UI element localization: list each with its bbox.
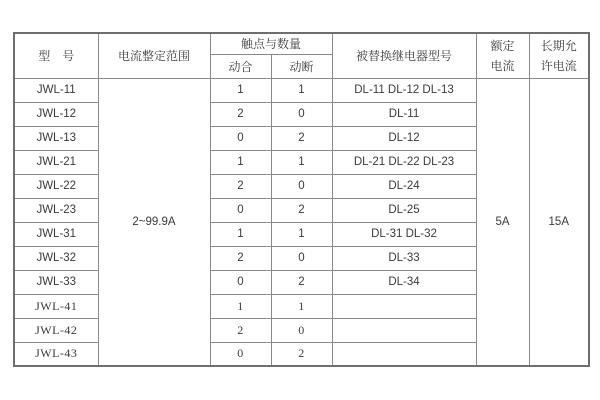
replaced-relay-cell: DL-11 xyxy=(332,102,476,126)
no-contact-cell: 2 xyxy=(210,174,271,198)
table-body xyxy=(14,78,589,366)
nc-contact-cell: 1 xyxy=(271,294,332,318)
model-cell: JWL-23 xyxy=(14,198,98,222)
header-contacts-group: 触点与数量 xyxy=(210,33,332,54)
nc-contact-cell: 0 xyxy=(271,246,332,270)
no-contact-cell: 1 xyxy=(210,222,271,246)
header-row-top xyxy=(14,33,589,54)
model-cell: JWL-32 xyxy=(14,246,98,270)
rated-current-cell: 5A xyxy=(476,78,529,366)
table-row xyxy=(14,78,589,102)
model-cell: JWL-13 xyxy=(14,126,98,150)
nc-contact-cell: 2 xyxy=(271,198,332,222)
no-contact-cell: 2 xyxy=(210,102,271,126)
model-cell: JWL-22 xyxy=(14,174,98,198)
nc-contact-cell: 1 xyxy=(271,78,332,102)
model-cell: JWL-21 xyxy=(14,150,98,174)
model-cell: JWL-43 xyxy=(14,342,98,366)
replaced-relay-cell xyxy=(332,342,476,366)
replaced-relay-cell: DL-33 xyxy=(332,246,476,270)
header-model: 型 号 xyxy=(14,33,98,78)
nc-contact-cell: 0 xyxy=(271,174,332,198)
header-long-term-current-line2: 许电流 xyxy=(540,58,577,73)
no-contact-cell: 2 xyxy=(210,246,271,270)
model-cell: JWL-41 xyxy=(14,294,98,318)
replaced-relay-cell: DL-21 DL-22 DL-23 xyxy=(332,150,476,174)
header-rated-current xyxy=(476,33,529,78)
header-normally-open: 动合 xyxy=(210,54,271,78)
header-rated-current-line1: 额定 xyxy=(490,38,515,53)
header-rated-current-line2: 电流 xyxy=(490,58,515,73)
replaced-relay-cell: DL-25 xyxy=(332,198,476,222)
nc-contact-cell: 1 xyxy=(271,150,332,174)
header-long-term-current xyxy=(529,33,589,78)
replaced-relay-cell: DL-24 xyxy=(332,174,476,198)
header-long-term-current-line1: 长期允 xyxy=(540,38,577,53)
model-cell: JWL-12 xyxy=(14,102,98,126)
header-replaced-relay-model: 被替换继电器型号 xyxy=(332,33,476,78)
model-cell: JWL-31 xyxy=(14,222,98,246)
nc-contact-cell: 2 xyxy=(271,126,332,150)
nc-contact-cell: 0 xyxy=(271,318,332,342)
model-cell: JWL-42 xyxy=(14,318,98,342)
no-contact-cell: 0 xyxy=(210,198,271,222)
no-contact-cell: 1 xyxy=(210,294,271,318)
model-cell: JWL-11 xyxy=(14,78,98,102)
no-contact-cell: 1 xyxy=(210,78,271,102)
nc-contact-cell: 1 xyxy=(271,222,332,246)
replaced-relay-cell: DL-31 DL-32 xyxy=(332,222,476,246)
replaced-relay-cell xyxy=(332,318,476,342)
no-contact-cell: 1 xyxy=(210,150,271,174)
spec-table-container xyxy=(13,32,590,367)
current-range-cell: 2~99.9A xyxy=(98,78,210,366)
nc-contact-cell: 2 xyxy=(271,342,332,366)
replaced-relay-cell xyxy=(332,294,476,318)
relay-spec-table xyxy=(13,32,590,367)
nc-contact-cell: 2 xyxy=(271,270,332,294)
header-normally-closed: 动断 xyxy=(271,54,332,78)
model-cell: JWL-33 xyxy=(14,270,98,294)
replaced-relay-cell: DL-11 DL-12 DL-13 xyxy=(332,78,476,102)
long-term-current-cell: 15A xyxy=(529,78,589,366)
no-contact-cell: 2 xyxy=(210,318,271,342)
no-contact-cell: 0 xyxy=(210,342,271,366)
no-contact-cell: 0 xyxy=(210,270,271,294)
replaced-relay-cell: DL-34 xyxy=(332,270,476,294)
no-contact-cell: 0 xyxy=(210,126,271,150)
header-current-setting-range: 电流整定范围 xyxy=(98,33,210,78)
nc-contact-cell: 0 xyxy=(271,102,332,126)
replaced-relay-cell: DL-12 xyxy=(332,126,476,150)
